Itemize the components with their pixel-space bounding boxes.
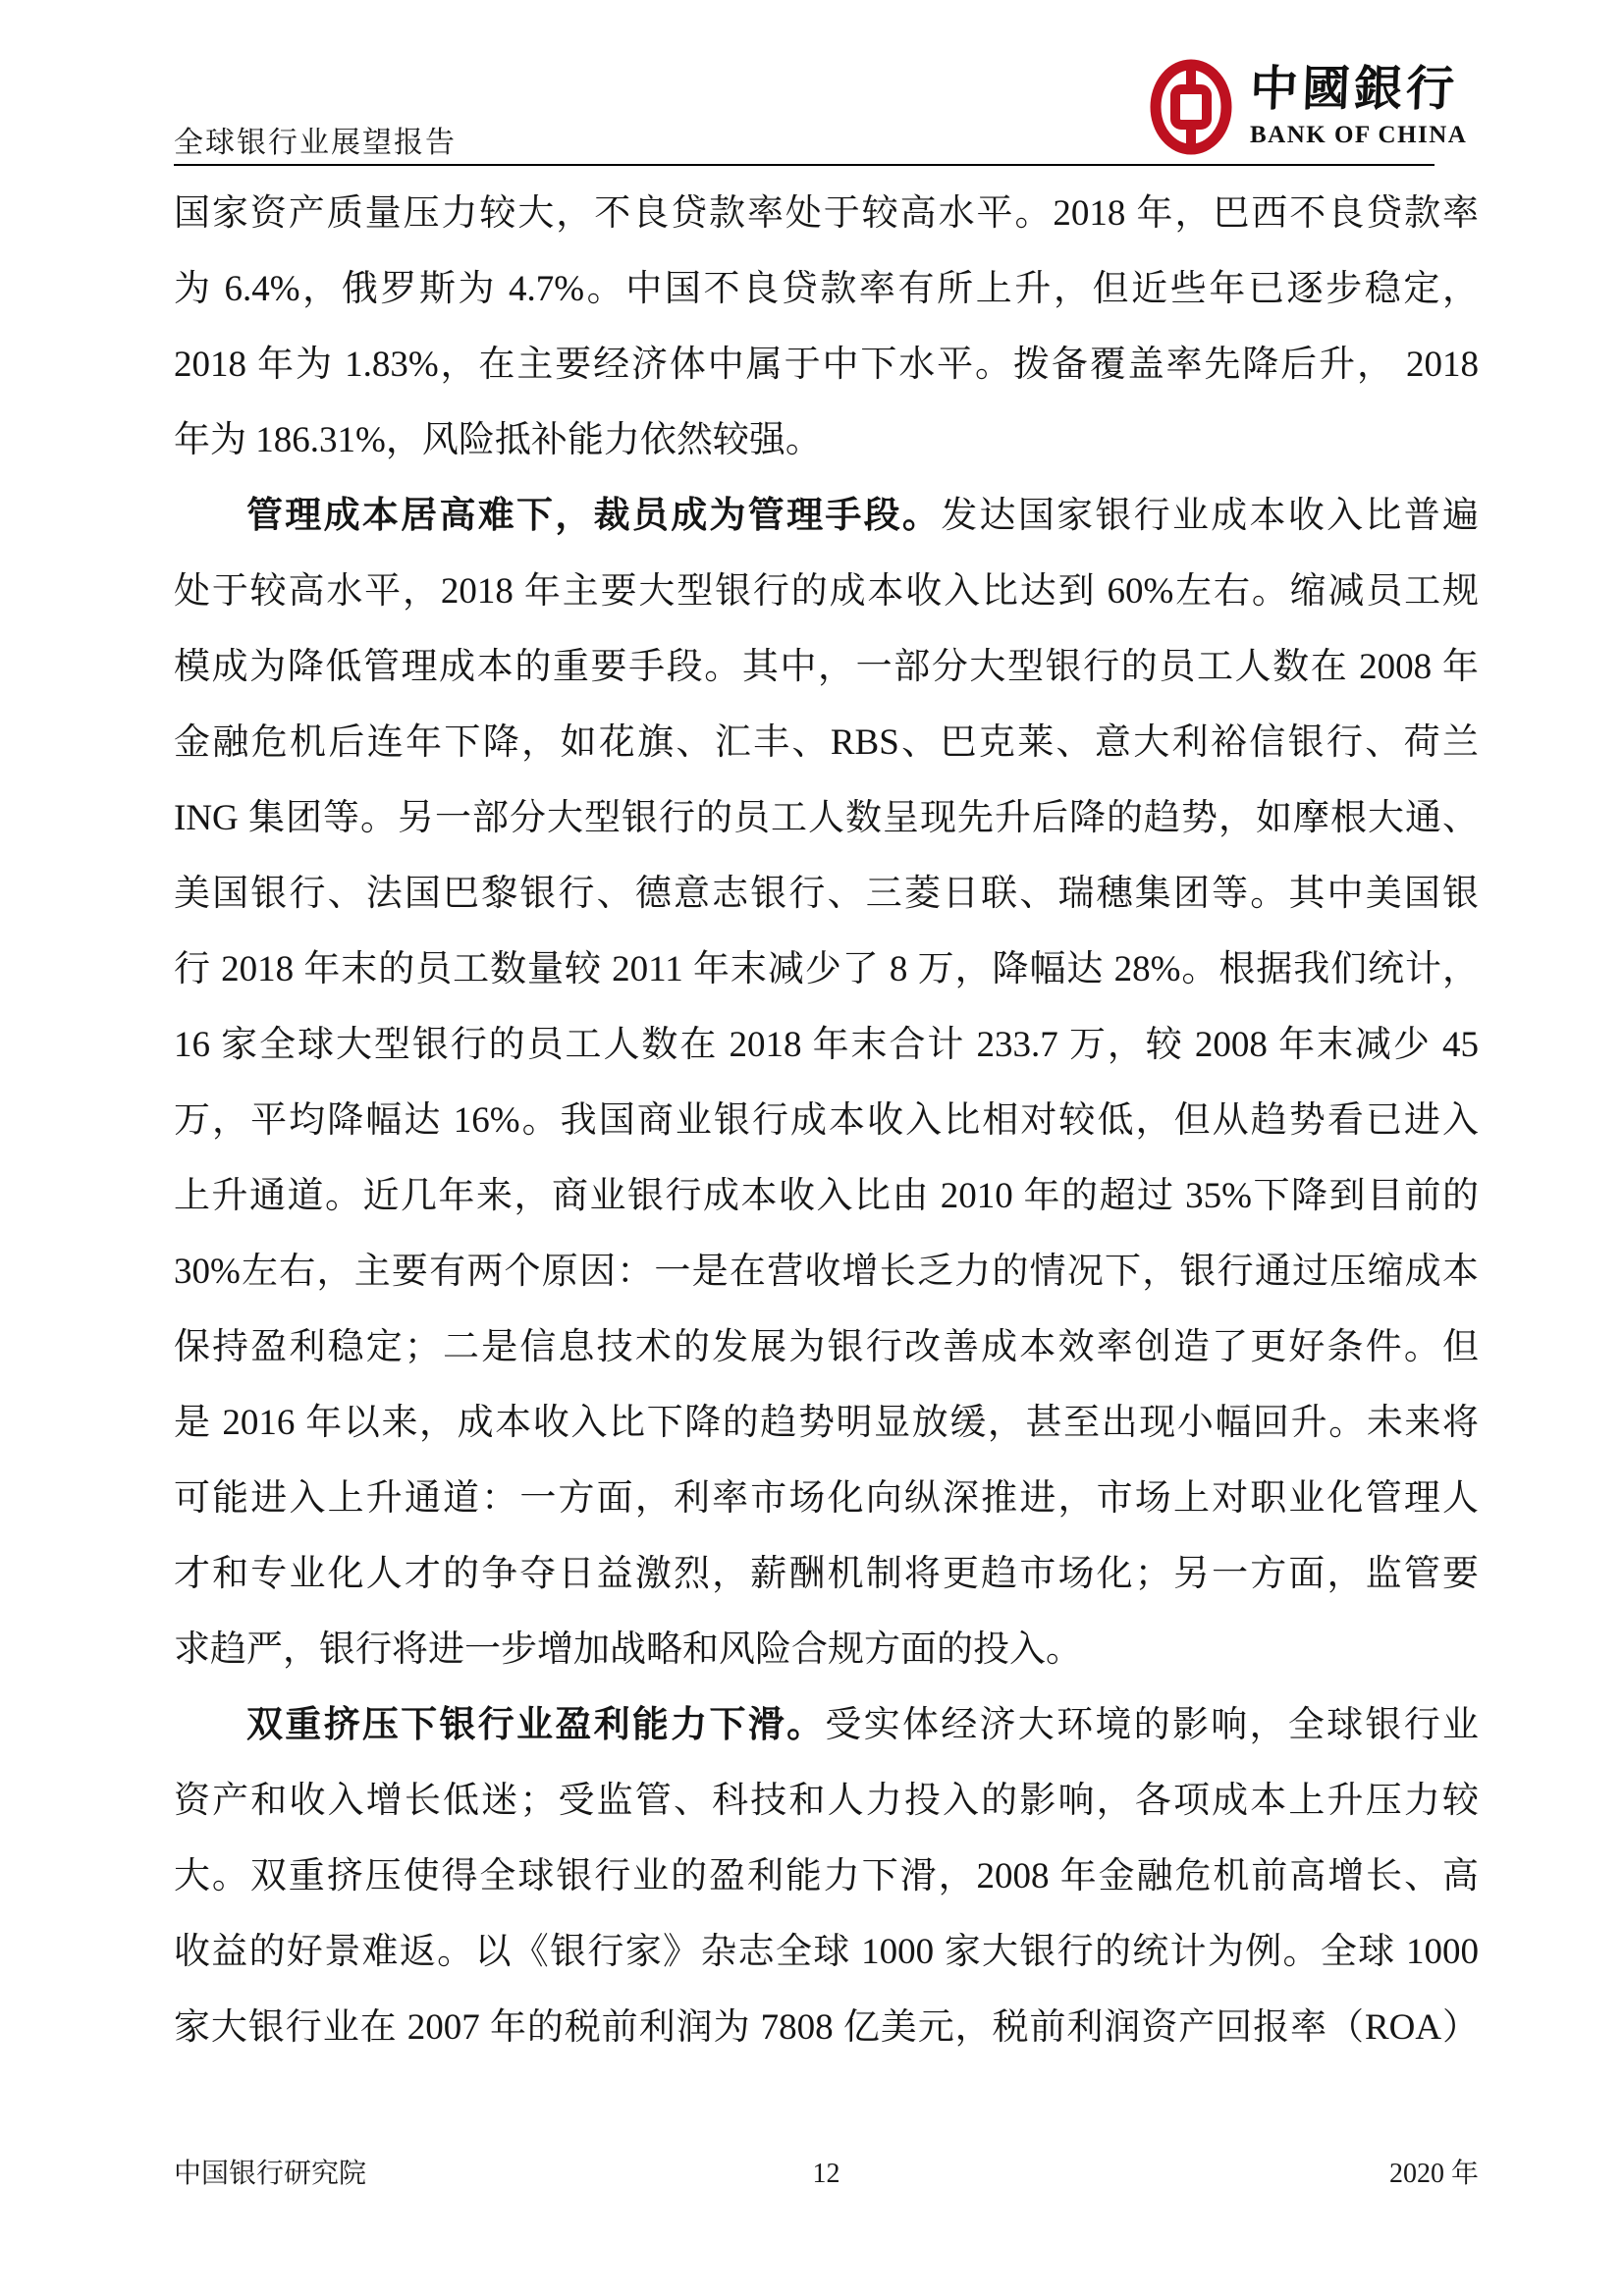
text-line	[174, 251, 1479, 327]
footer-institution: 中国银行研究院	[174, 2159, 367, 2189]
text-line	[174, 932, 1479, 1007]
bold-text-segment: 管理成本居高难下，裁员成为管理手段。	[246, 496, 942, 536]
paragraph	[174, 1687, 1479, 2065]
text-segment: 30%左右，主要有两个原因：一是在营收增长乏力的情况下，银行通过压缩成本	[174, 1252, 1479, 1292]
footer-year: 2020 年	[1388, 2159, 1479, 2189]
boc-coin-emblem-icon	[1150, 59, 1232, 155]
text-line	[174, 856, 1479, 932]
page-footer	[174, 2152, 1479, 2191]
text-line	[174, 1763, 1479, 1839]
text-segment: 16 家全球大型银行的员工人数在 2018 年末合计 233.7 万，较 2008 年末减少 45	[174, 1025, 1479, 1065]
text-line	[174, 1461, 1479, 1536]
text-line	[174, 1083, 1479, 1158]
text-segment: 是 2016 年以来，成本收入比下降的趋势明显放缓，甚至出现小幅回升。未来将	[174, 1403, 1479, 1443]
bold-text-segment: 双重挤压下银行业盈利能力下滑。	[246, 1705, 826, 1745]
text-line	[174, 1158, 1479, 1234]
text-segment: 才和专业化人才的争夺日益激烈，薪酬机制将更趋市场化；另一方面，监管要	[174, 1554, 1479, 1594]
text-segment: 受实体经济大环境的影响，全球银行业	[825, 1705, 1479, 1745]
footer-page-number: 12	[812, 2159, 840, 2189]
text-segment: 2018 年为 1.83%，在主要经济体中属于中下水平。拨备覆盖率先降后升， 2018	[174, 345, 1479, 385]
text-line	[174, 1612, 1479, 1687]
text-segment: 行 2018 年末的员工数量较 2011 年末减少了 8 万，降幅达 28%。根据我们统计，	[174, 949, 1479, 989]
text-segment: 金融危机后连年下降，如花旗、汇丰、RBS、巴克莱、意大利裕信银行、荷兰	[174, 722, 1479, 763]
text-line	[174, 1914, 1479, 1990]
paragraph	[174, 176, 1479, 478]
text-segment: 年为 186.31%，风险抵补能力依然较强。	[174, 420, 822, 460]
text-line	[174, 327, 1479, 402]
document-body	[174, 176, 1479, 2065]
text-line	[174, 1007, 1479, 1083]
logo-chinese-name: 中國銀行	[1249, 62, 1459, 116]
text-line	[174, 478, 1479, 554]
text-line	[174, 629, 1479, 705]
text-segment: 资产和收入增长低迷；受监管、科技和人力投入的影响，各项成本上升压力较	[174, 1781, 1479, 1821]
text-segment: 处于较高水平，2018 年主要大型银行的成本收入比达到 60%左右。缩减员工规	[174, 571, 1479, 612]
text-segment: 求趋严，银行将进一步增加战略和风险合规方面的投入。	[174, 1629, 1082, 1670]
text-segment: 上升通道。近几年来，商业银行成本收入比由 2010 年的超过 35%下降到目前的	[174, 1176, 1479, 1216]
text-segment: 家大银行业在 2007 年的税前利润为 7808 亿美元，税前利润资产回报率（ROA）	[174, 2007, 1479, 2048]
text-line	[174, 780, 1479, 856]
text-segment: 为 6.4%，俄罗斯为 4.7%。中国不良贷款率有所上升，但近些年已逐步稳定，	[174, 269, 1479, 309]
text-line	[174, 1234, 1479, 1309]
text-segment: 可能进入上升通道：一方面，利率市场化向纵深推进，市场上对职业化管理人	[174, 1478, 1479, 1519]
text-segment: 美国银行、法国巴黎银行、德意志银行、三菱日联、瑞穗集团等。其中美国银	[174, 874, 1479, 914]
paragraph	[174, 478, 1479, 1687]
text-segment: ING 集团等。另一部分大型银行的员工人数呈现先升后降的趋势，如摩根大通、	[174, 798, 1479, 838]
text-segment: 发达国家银行业成本收入比普遍	[941, 496, 1479, 536]
text-line	[174, 1839, 1479, 1914]
text-line	[174, 1309, 1479, 1385]
text-line	[174, 402, 1479, 478]
text-segment: 模成为降低管理成本的重要手段。其中，一部分大型银行的员工人数在 2008 年	[174, 647, 1479, 687]
text-line	[174, 176, 1479, 251]
text-segment: 万，平均降幅达 16%。我国商业银行成本收入比相对较低，但从趋势看已进入	[174, 1100, 1479, 1141]
report-header-title: 全球银行业展望报告	[174, 127, 457, 159]
text-segment: 国家资产质量压力较大，不良贷款率处于较高水平。2018 年，巴西不良贷款率	[174, 193, 1479, 234]
header-divider	[174, 164, 1435, 166]
text-line	[174, 1536, 1479, 1612]
text-segment: 大。双重挤压使得全球银行业的盈利能力下滑，2008 年金融危机前高增长、高	[174, 1856, 1479, 1896]
bank-of-china-logo	[1150, 59, 1467, 155]
text-line	[174, 554, 1479, 629]
logo-wordmark	[1250, 59, 1467, 149]
text-line	[174, 1990, 1479, 2065]
text-segment: 保持盈利稳定；二是信息技术的发展为银行改善成本效率创造了更好条件。但	[174, 1327, 1479, 1367]
text-line	[174, 1687, 1479, 1763]
text-line	[174, 1385, 1479, 1461]
logo-english-name: BANK OF CHINA	[1250, 122, 1468, 148]
text-segment: 收益的好景难返。以《银行家》杂志全球 1000 家大银行的统计为例。全球 1000	[174, 1932, 1479, 1972]
text-line	[174, 705, 1479, 780]
